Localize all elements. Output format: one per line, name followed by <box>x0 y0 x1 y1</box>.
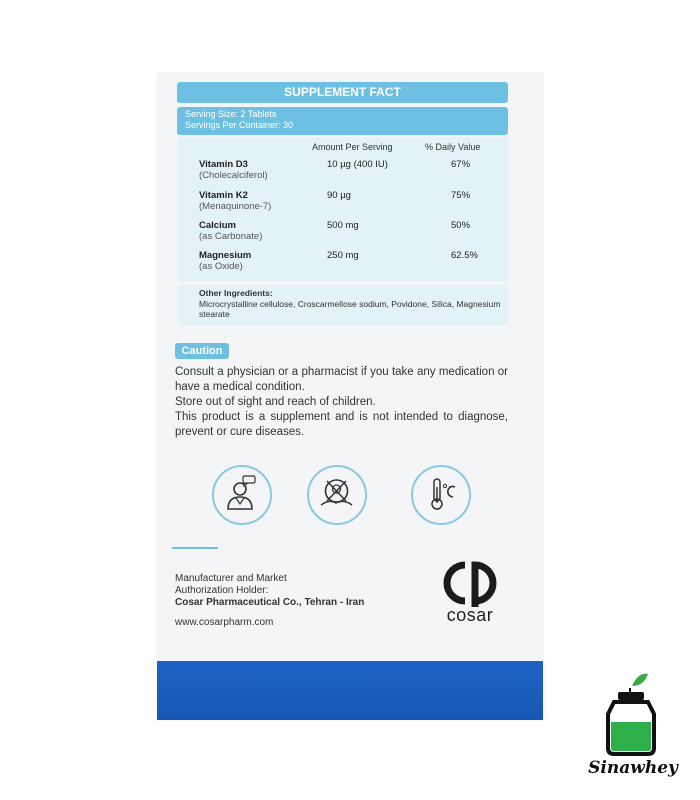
temperature-icon <box>411 465 471 525</box>
other-ingredients-title: Other Ingredients: <box>199 288 273 298</box>
nutrient-dv: 50% <box>451 220 471 231</box>
blue-band <box>157 661 543 720</box>
child-icon-graphic <box>309 467 364 522</box>
nutrient-form: (Menaquinone-7) <box>199 201 272 212</box>
nutrient-table <box>177 137 508 281</box>
manufacturer-info <box>175 573 364 629</box>
caution-text <box>175 365 508 440</box>
supplement-fact-header: SUPPLEMENT FACT <box>177 82 508 103</box>
serving-info <box>177 107 508 135</box>
nutrient-name: Magnesium (as Oxide) <box>199 250 252 272</box>
nutrient-dv: 75% <box>451 190 471 201</box>
serving-size: Serving Size: 2 Tablets <box>185 109 277 119</box>
column-amount: Amount Per Serving <box>312 142 393 152</box>
column-daily-value: % Daily Value <box>425 142 481 152</box>
nutrient-dv: 67% <box>451 159 471 170</box>
nutrient-amount: 500 mg <box>327 220 359 231</box>
nutrient-dv: 62.5% <box>451 250 478 261</box>
nutrient-amount: 90 µg <box>327 190 351 201</box>
nutrient-name: Calcium (as Carbonate) <box>199 220 263 242</box>
nutrient-name: Vitamin K2 (Menaquinone-7) <box>199 190 272 212</box>
divider-line <box>172 547 218 549</box>
thermometer-icon-graphic <box>413 467 468 522</box>
caution-line: Consult a physician or a pharmacist if you take any medication or have a medical condition. <box>175 366 508 393</box>
nutrient-row <box>177 220 508 248</box>
manufacturer-line: Manufacturer and Market <box>175 573 287 584</box>
manufacturer-line: Authorization Holder: <box>175 585 269 596</box>
doctor-icon-graphic <box>214 467 269 522</box>
manufacturer-url: www.cosarpharm.com <box>175 617 274 628</box>
caution-line: Store out of sight and reach of children. <box>175 396 376 408</box>
nutrient-row <box>177 190 508 218</box>
other-ingredients-text: Microcrystalline cellulose, Croscarmellose sodium, Povidone, Silica, Magnesium stearate <box>199 298 501 319</box>
nutrient-row <box>177 250 508 278</box>
nutrient-row <box>177 159 508 187</box>
caution-line: This product is a supplement and is not intended to diagnose, prevent or cure diseases. <box>175 411 508 438</box>
keep-away-children-icon <box>307 465 367 525</box>
servings-per-container: Servings Per Container: 30 <box>185 120 294 130</box>
nutrient-form: (as Oxide) <box>199 261 243 272</box>
nutrient-amount: 10 µg (400 IU) <box>327 159 388 170</box>
other-ingredients <box>177 285 508 325</box>
nutrient-name: Vitamin D3 (Cholecalciferol) <box>199 159 268 181</box>
doctor-consult-icon <box>212 465 272 525</box>
product-box-back <box>157 73 543 720</box>
caution-badge: Caution <box>175 343 229 359</box>
nutrient-form: (as Carbonate) <box>199 231 263 242</box>
nutrient-form: (Cholecalciferol) <box>199 170 268 181</box>
watermark-text: Sinawhey <box>588 758 678 778</box>
manufacturer-company: Cosar Pharmaceutical Co., Tehran - Iran <box>175 597 365 608</box>
nutrient-amount: 250 mg <box>327 250 359 261</box>
brand-name: cosar <box>446 605 494 625</box>
